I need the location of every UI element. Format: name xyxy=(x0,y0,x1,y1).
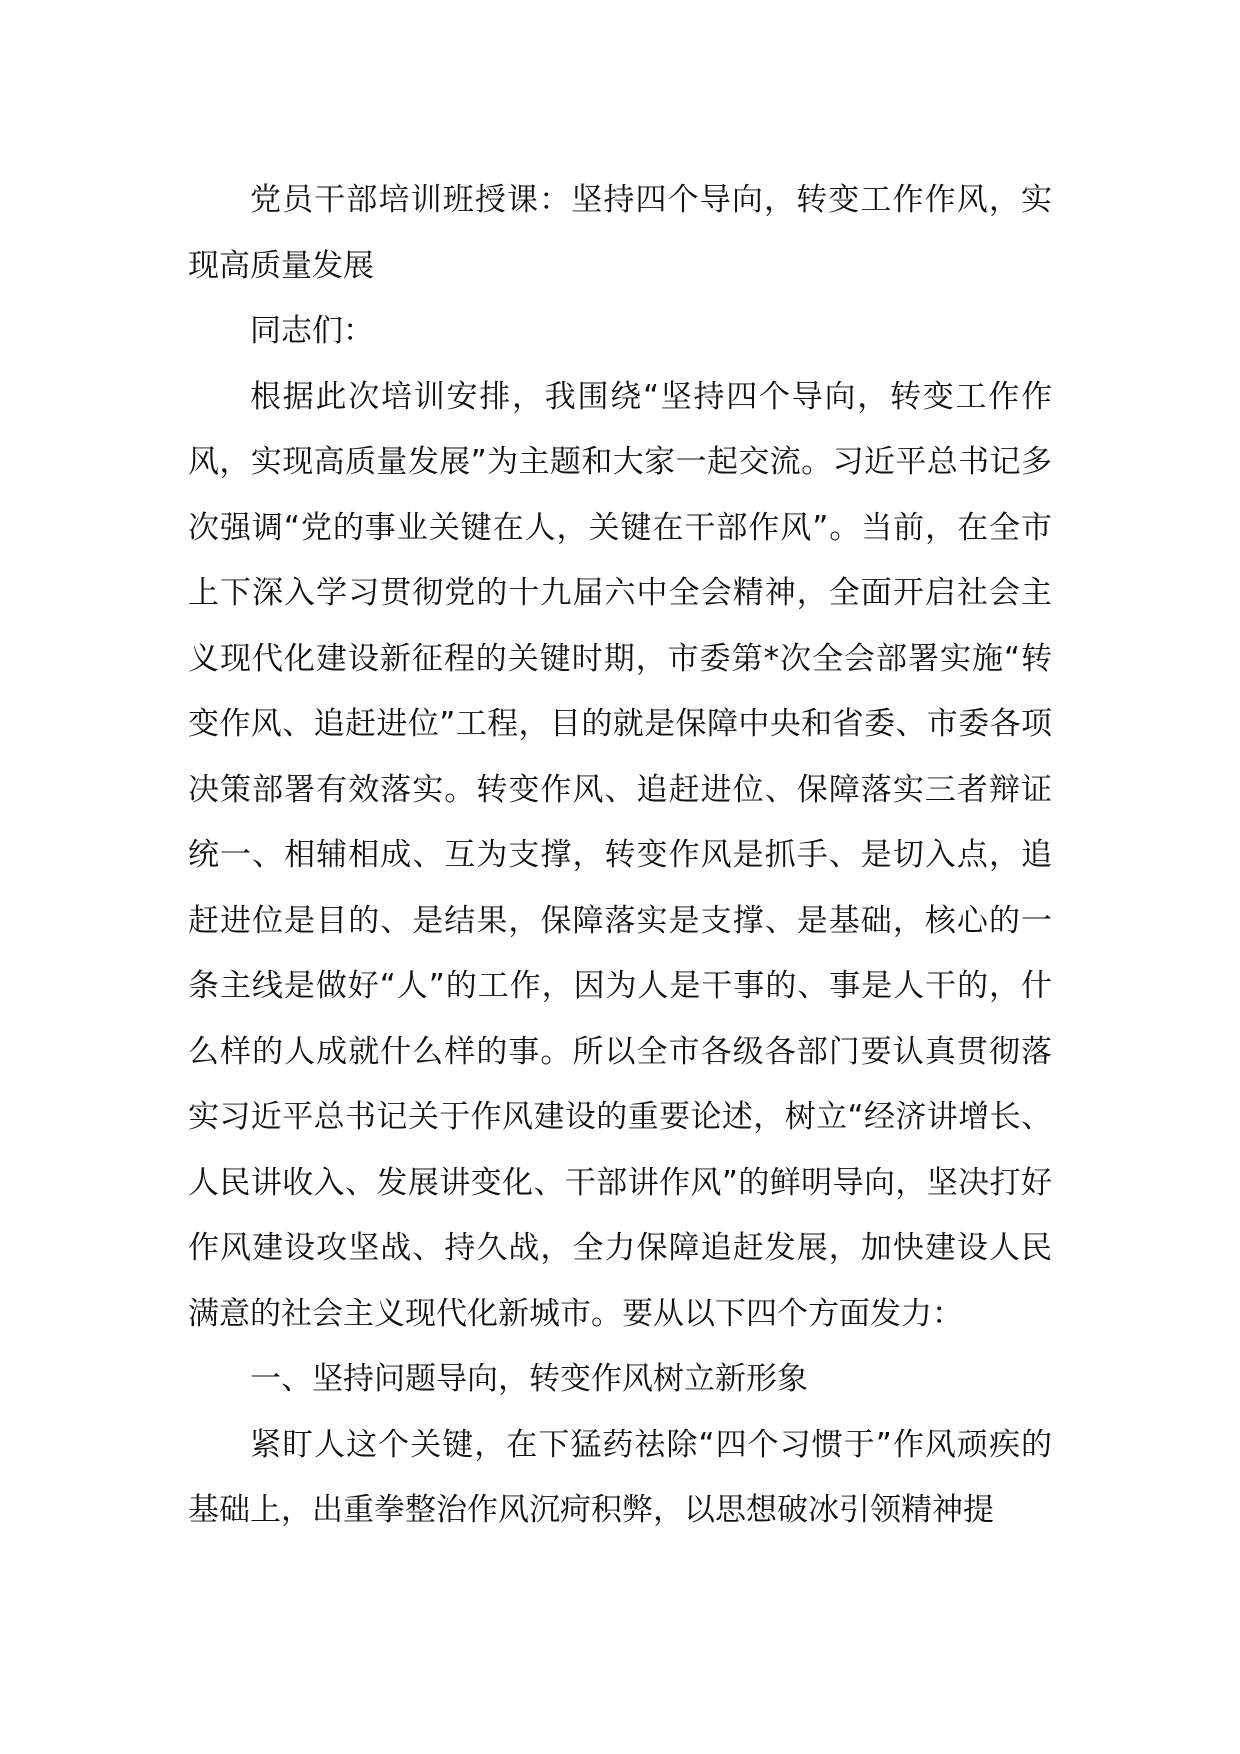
body-paragraph-1: 根据此次培训安排，我围绕“坚持四个导向，转变工作作风，实现高质量发展”为主题和大家一起交流。习近平总书记多次强调“党的事业关键在人，关键在干部作风”。当前，在全市上下深入学习贯彻党的十九届六中全会精神，全面开启社会主义现代化建设新征程的关键时期，市委第*次全会部署实施“转变作风、追赶进位”工程，目的就是保障中央和省委、市委各项决策部署有效落实。转变作风、追赶进位、保障落实三者辩证统一、相辅相成、互为支撑，转变作风是抓手、是切入点，追赶进位是目的、是结果，保障落实是支撑、是基础，核心的一条主线是做好“人”的工作，因为人是干事的、事是人干的，什么样的人成就什么样的事。所以全市各级各部门要认真贯彻落实习近平总书记关于作风建设的重要论述，树立“经济讲增长、人民讲收入、发展讲变化、干部讲作风”的鲜明导向，坚决打好作风建设攻坚战、持久战，全力保障追赶发展，加快建设人民满意的社会主义现代化新城市。要从以下四个方面发力： xyxy=(188,378,1052,1332)
document-title: 党员干部培训班授课：坚持四个导向，转变工作作风，实现高质量发展 xyxy=(188,182,1052,284)
section-paragraph-1: 紧盯人这个关键，在下猛药祛除“四个习惯于”作风顽疾的基础上，出重拳整治作风沉疴积弊，以思想破冰引领精神提 xyxy=(188,1426,1052,1528)
document-body xyxy=(188,168,1052,1544)
salutation: 同志们： xyxy=(250,313,374,349)
section-heading-1: 一、坚持问题导向，转变作风树立新形象 xyxy=(250,1361,808,1397)
